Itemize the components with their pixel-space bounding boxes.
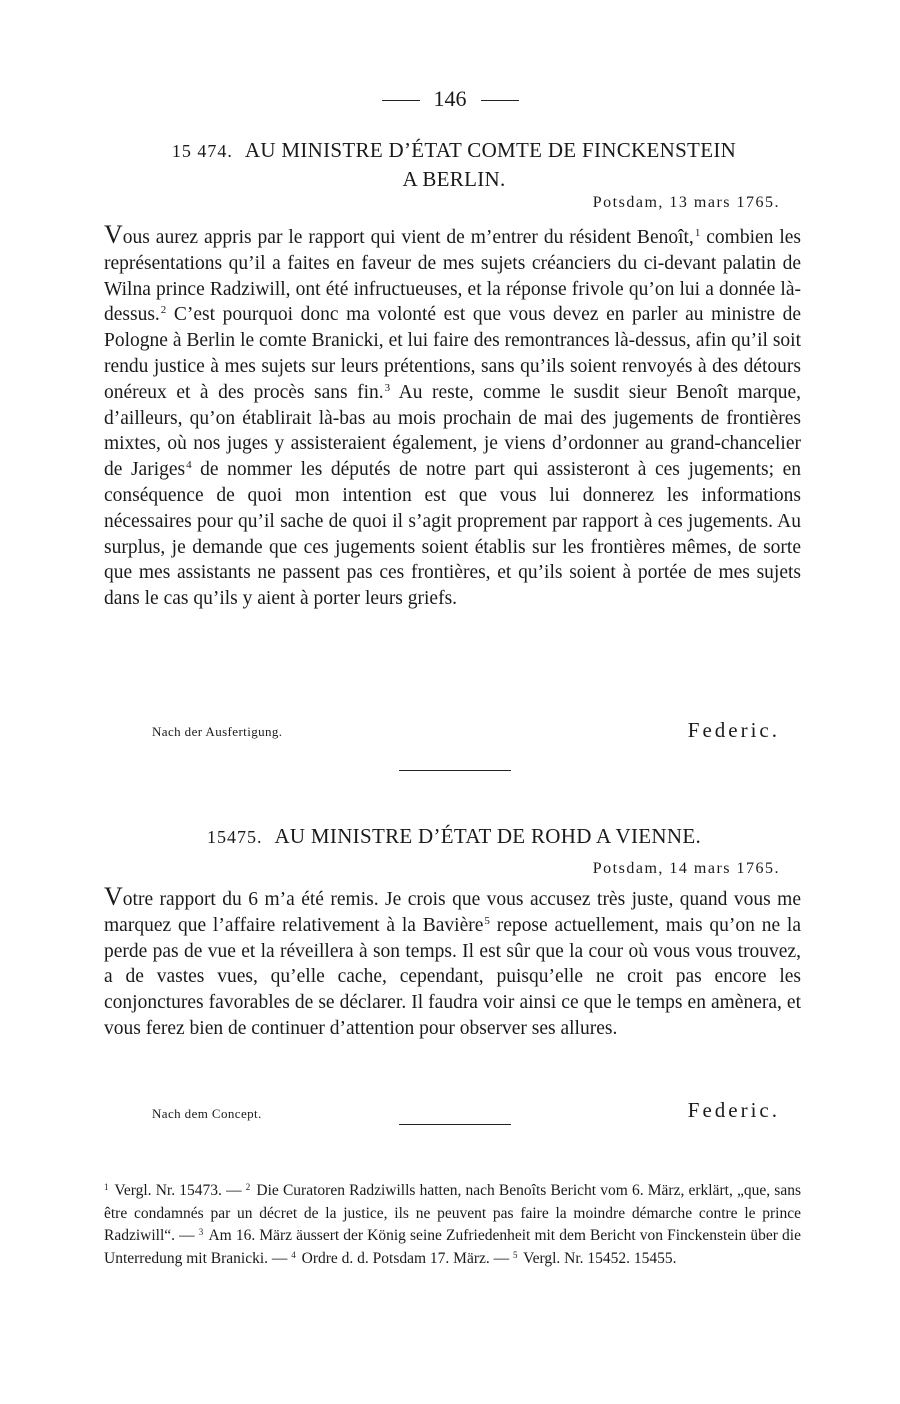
footnote-marker-3: 3 [198, 1227, 204, 1237]
footnote-marker-1: 1 [104, 1182, 109, 1192]
end-rule [399, 1124, 511, 1125]
letter2-heading [104, 822, 804, 851]
letter1-title-line2: A BERLIN. [402, 167, 506, 191]
section-divider [399, 770, 511, 771]
letter1-dateline: Potsdam, 13 mars 1765. [592, 194, 780, 211]
footnote-2: Die Curatoren Radziwills hatten, nach Benoîts Bericht vom 6. März, erklärt, „que, sans être condamnés par un décret de la justice, ils ne peuvent pas faire la moindre démarche contre le prince Radziwill“. — [104, 1182, 802, 1244]
letter2-signature: Federic. [687, 1098, 780, 1122]
letter1-signature: Federic. [687, 718, 780, 742]
letter1-text-5: de nommer les députés de notre part qui assisteront à ces jugements; en conséquence de quoi mon intention est que vous lui donnerez les informations nécessaires pour qu’il sache de quoi il s’agit proprement par rapport à ces jugements. Au surplus, je demande que ces jugements soient établis sur les frontières mêmes, de sorte que mes assistants ne passent pas ces frontières, et qu’ils soient à portée de mes sujets dans le cas qu’ils y aient à porter leurs griefs. [104, 459, 801, 610]
letter1-dropcap: V [104, 220, 123, 249]
page-number-line [0, 86, 900, 112]
letter1-text-2: combien les représentations qu’il a faites en faveur de mes sujets créanciers du ci-devant palatin de Wilna prince Radziwill, ont été infructueuses, et la réponse frivole qu’on lui a donnée là-dessus. [104, 227, 801, 326]
footnote-4: Ordre d. d. Potsdam 17. März. — [297, 1249, 513, 1267]
letter1-body [104, 222, 801, 612]
page-number: 146 [433, 86, 467, 111]
footnote-marker-4: 4 [291, 1249, 296, 1260]
letter2-title: AU MINISTRE D’ÉTAT DE ROHD A VIENNE. [274, 824, 702, 848]
letter2-dropcap: V [104, 882, 123, 911]
footnote-marker-2: 2 [245, 1182, 251, 1192]
footnotes [104, 1180, 801, 1270]
letter2-body [104, 884, 801, 1042]
footnote-ref-5: 5 [484, 914, 490, 927]
footnote-marker-5: 5 [513, 1249, 518, 1260]
footnote-ref-3: 3 [384, 381, 391, 394]
letter1-number: 15 474. [171, 141, 233, 161]
letter1-source-note: Nach der Ausfertigung. [152, 724, 283, 739]
letter1-title: AU MINISTRE D’ÉTAT COMTE DE FINCKENSTEIN [244, 138, 737, 162]
letter1-text-3: C’est pourquoi donc ma volonté est que vous devez en parler au ministre de Pologne à Berlin le comte Branicki, et lui faire des remontrances là-dessus, afin qu’il soit rendu justice à mes sujets sur leurs prétentions, sans qu’ils soient renvoyés à des détours onéreux et à des procès sans fin. [104, 304, 801, 403]
footnote-3: Am 16. März äussert der König seine Zufriedenheit mit dem Bericht von Finckenstein über die Unterredung mit Branicki. — [104, 1227, 801, 1267]
footnote-ref-2: 2 [160, 304, 167, 317]
letter1-text-1: ous aurez appris par le rapport qui vient de m’entrer du résident Benoît, [122, 227, 694, 248]
footnote-5: Vergl. Nr. 15452. 15455. [519, 1249, 677, 1267]
letter1-text-4: Au reste, comme le susdit sieur Benoît marque, d’ailleurs, qu’on établirait là-bas au mois prochain de mai des jugements de frontières mixtes, où nos juges y assisteraient également, je viens d’ordonner au grand-chancelier de Jariges [104, 381, 802, 481]
letter2-text-1: otre rapport du 6 m’a été remis. Je crois que vous accusez très juste, quand vous me marquez que l’affaire relativement à la Bavière [104, 889, 801, 936]
footnote-ref-1: 1 [694, 227, 701, 239]
dash-right [481, 100, 519, 101]
letter1-heading [104, 136, 804, 193]
dash-left [382, 100, 420, 101]
letter2-source-note: Nach dem Concept. [152, 1106, 262, 1121]
letter2-dateline: Potsdam, 14 mars 1765. [592, 860, 780, 877]
letter2-number: 15475. [206, 827, 263, 847]
footnote-1: Vergl. Nr. 15473. — [110, 1182, 246, 1199]
footnote-ref-4: 4 [186, 459, 192, 472]
letter2-text-2: repose actuellement, mais qu’on ne la perde pas de vue et la réveillera à son temps. Il est sûr que la cour où vous vous trouvez, a de vastes vues, qu’elle cache, cependant, puisqu’elle ne croit pas encore les conjonctures favorables de se déclarer. Il faudra voir ainsi ce que le temps en amènera, et vous ferez bien de continuer d’attention pour observer ses allures. [104, 914, 801, 1039]
letter1-title-line1 [104, 136, 804, 165]
